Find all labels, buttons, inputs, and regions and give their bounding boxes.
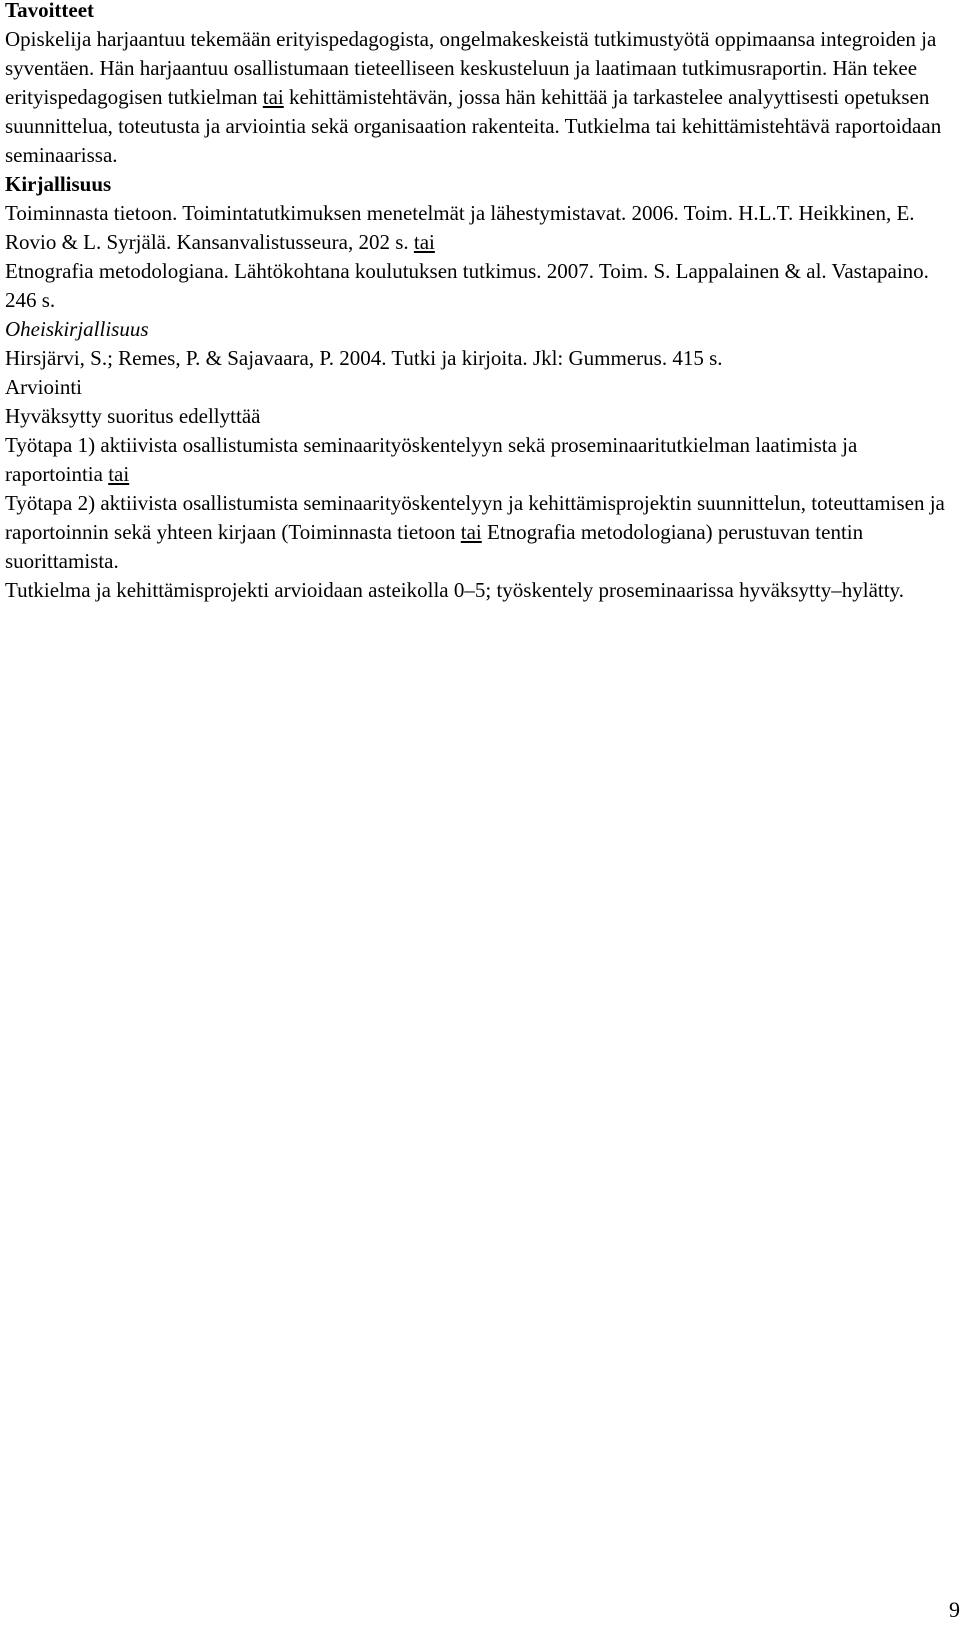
kirjallisuus-item-2: Etnografia metodologiana. Lähtökohtana koulutuksen tutkimus. 2007. Toim. S. Lappalainen & al. Vastapaino. 246 s. [5, 259, 929, 312]
arviointi-option-2-text-b: Etnografia metodologiana) perustuvan tentin suorittamista. [5, 520, 864, 573]
arviointi-option-2 [5, 489, 950, 576]
kirjallisuus-tai-underlined: tai [413, 230, 435, 254]
tavoitteet-paragraph [5, 25, 950, 170]
tavoitteet-tai-underlined: tai [262, 85, 284, 109]
tavoitteet-text-part-2: kehittämistehtävän, jossa hän kehittää ja tarkastelee analyyttisesti opetuksen suunnittelua, toteutusta ja arviointia sekä organisaation rakenteita. Tutkielma tai kehittämistehtävä raportoidaan seminaarissa. [5, 85, 942, 167]
arviointi-intro: Hyväksytty suoritus edellyttää [5, 404, 261, 428]
arviointi-option-2-tai-underlined: tai [460, 520, 482, 544]
tavoitteet-text-part-1: Opiskelija harjaantuu tekemään erityispedagogista, ongelmakeskeistä tutkimustyötä oppimaansa integroiden ja syventäen. Hän harjaantuu osallistumaan tieteelliseen keskusteluun ja laatimaan tutkimusraportin. Hän tekee erityispedagogisen tutkielman [5, 27, 937, 109]
section-heading-oheiskirjallisuus: Oheiskirjallisuus [5, 317, 149, 341]
arviointi-grading: Tutkielma ja kehittämisprojekti arvioidaan asteikolla 0–5; työskentely proseminaarissa hyväksytty–hylätty. [5, 578, 904, 602]
arviointi-option-1 [5, 431, 950, 489]
oheiskirjallisuus-item-1: Hirsjärvi, S.; Remes, P. & Sajavaara, P. 2004. Tutki ja kirjoita. Jkl: Gummerus. 415 s. [5, 346, 723, 370]
document-body [5, 0, 950, 605]
kirjallisuus-item-1-text: Toiminnasta tietoon. Toimintatutkimuksen menetelmät ja lähestymistavat. 2006. Toim. H.L.T. Heikkinen, E. Rovio & L. Syrjälä. Kansanvalistusseura, 202 s. [5, 201, 915, 254]
section-heading-arviointi: Arviointi [5, 375, 82, 399]
section-heading-tavoitteet: Tavoitteet [5, 0, 95, 22]
arviointi-option-1-tai-underlined: tai [108, 462, 130, 486]
section-heading-kirjallisuus: Kirjallisuus [5, 172, 112, 196]
arviointi-option-2-text-a: Työtapa 2) aktiivista osallistumista seminaarityöskentelyyn ja kehittämisprojektin suunnittelun, toteuttamisen ja raportoinnin sekä yhteen kirjaan (Toiminnasta tietoon [5, 491, 945, 544]
page-number: 9 [949, 1597, 960, 1622]
arviointi-option-1-text: Työtapa 1) aktiivista osallistumista seminaarityöskentelyyn sekä proseminaaritutkielman laatimista ja raportointia [5, 433, 858, 486]
kirjallisuus-item-1 [5, 199, 950, 257]
